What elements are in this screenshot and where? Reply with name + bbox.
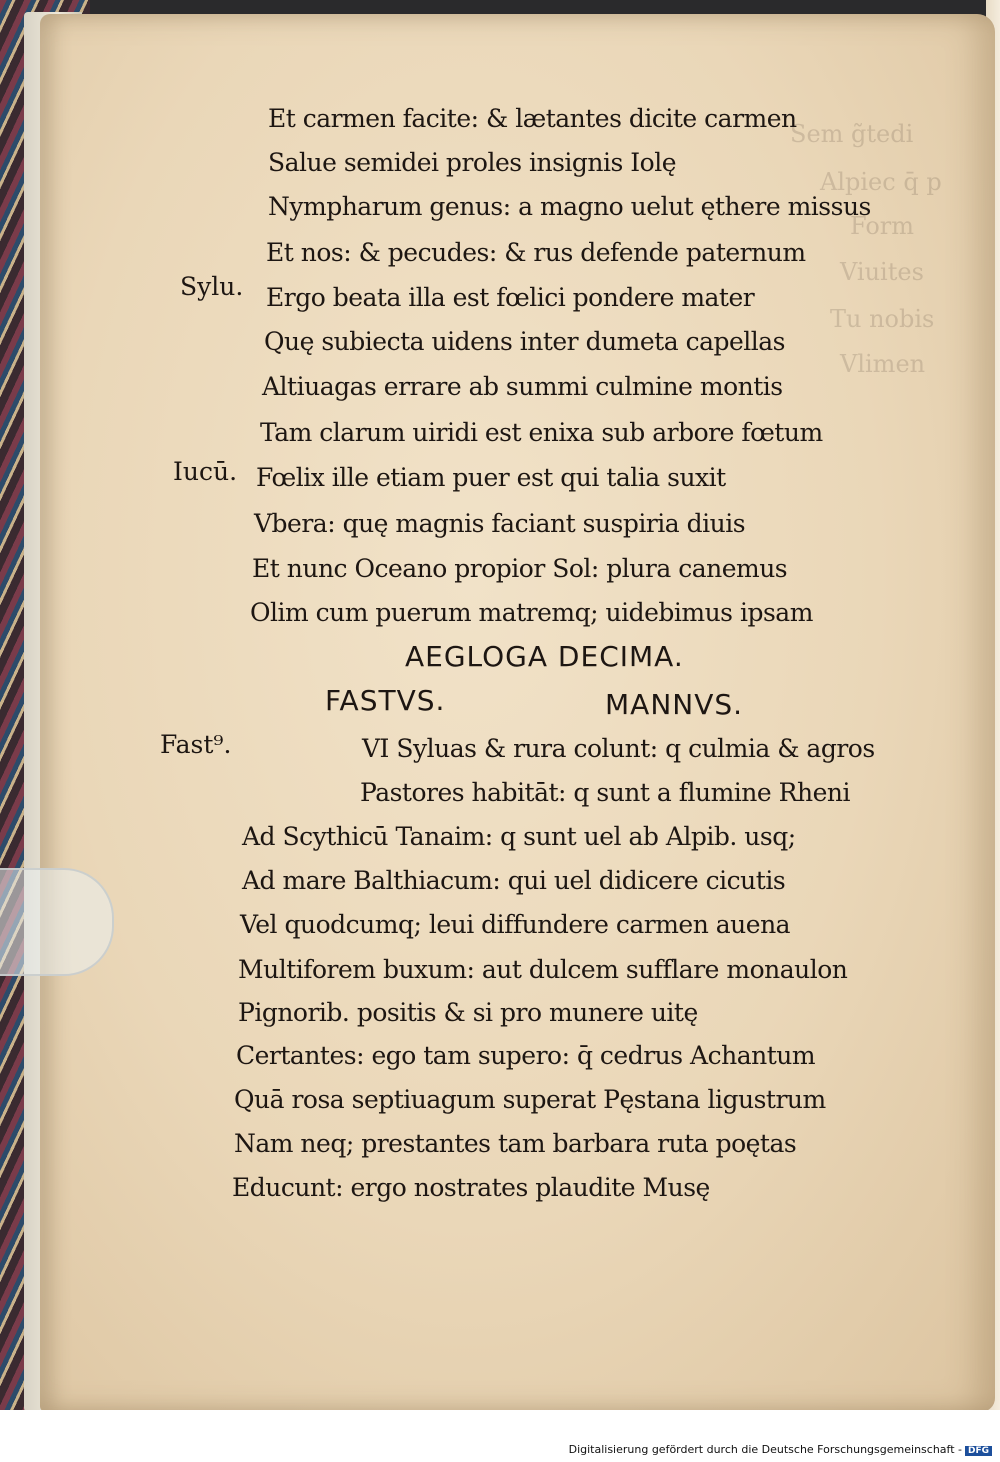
bleed-through-text: Alpiec q̄ p <box>820 168 942 196</box>
verse-line: Et nunc Oceano propior Sol: plura canemus <box>252 554 788 583</box>
bleed-through-text: Tu nobis <box>830 305 935 333</box>
verse-line: Quā rosa septiuagum superat Pęstana ligustrum <box>234 1085 826 1114</box>
eclogue-title: AEGLOGA DECIMA. <box>405 640 684 673</box>
verse-line: Vbera: quę magnis faciant suspiria diuis <box>254 509 746 538</box>
verse-line: Pignorib. positis & si pro munere uitę <box>238 998 698 1027</box>
verse-line: VI Syluas & rura colunt: q culmia & agros <box>362 734 875 763</box>
speaker-heading-fastus: FASTVS. <box>325 684 446 717</box>
verse-line: Olim cum puerum matremq; uidebimus ipsam <box>250 598 813 627</box>
bleed-through-text: Viuites <box>840 258 924 286</box>
page-clip-holder <box>0 868 114 976</box>
speaker-label-sylu: Sylu. <box>180 272 244 301</box>
verse-line: Et nos: & pecudes: & rus defende paternum <box>266 238 806 267</box>
speaker-label-iucu: Iucū. <box>173 457 238 486</box>
verse-line: Pastores habitāt: q sunt a flumine Rheni <box>360 778 850 807</box>
verse-line: Quę subiecta uidens inter dumeta capellas <box>264 327 786 356</box>
verse-line: Nympharum genus: a magno uelut ęthere missus <box>268 192 871 221</box>
funding-credit <box>569 1443 992 1456</box>
speaker-label-fast: Fast⁹. <box>160 730 232 759</box>
verse-line: Educunt: ergo nostrates plaudite Musę <box>232 1173 710 1202</box>
dfg-logo: DFG <box>965 1446 992 1456</box>
verse-line: Multiforem buxum: aut dulcem sufflare monaulon <box>238 955 848 984</box>
verse-line: Certantes: ego tam supero: q̄ cedrus Achantum <box>236 1041 816 1070</box>
speaker-heading-mannus: MANNVS. <box>605 688 744 721</box>
verse-line: Fœlix ille etiam puer est qui talia suxit <box>256 463 726 492</box>
verse-line: Vel quodcumq; leui diffundere carmen auena <box>240 910 791 939</box>
funding-credit-text: Digitalisierung gefördert durch die Deutsche Forschungsgemeinschaft - <box>568 1443 962 1456</box>
verse-line: Ergo beata illa est fœlici pondere mater <box>266 283 755 312</box>
bleed-through-text: Form <box>850 212 915 240</box>
bleed-through-text: Vlimen <box>840 350 926 378</box>
verse-line: Ad Scythicū Tanaim: q sunt uel ab Alpib. usq; <box>242 822 796 851</box>
verse-line: Ad mare Balthiacum: qui uel didicere cicutis <box>242 866 786 895</box>
verse-line: Et carmen facite: & lætantes dicite carmen <box>268 104 797 133</box>
verse-line: Nam neq; prestantes tam barbara ruta poętas <box>234 1129 797 1158</box>
verse-line: Altiuagas errare ab summi culmine montis <box>262 372 783 401</box>
bleed-through-text: Sem g̃tedi <box>790 120 914 148</box>
verse-line: Tam clarum uiridi est enixa sub arbore fœtum <box>260 418 823 447</box>
verse-line: Salue semidei proles insignis Iolę <box>268 148 677 177</box>
